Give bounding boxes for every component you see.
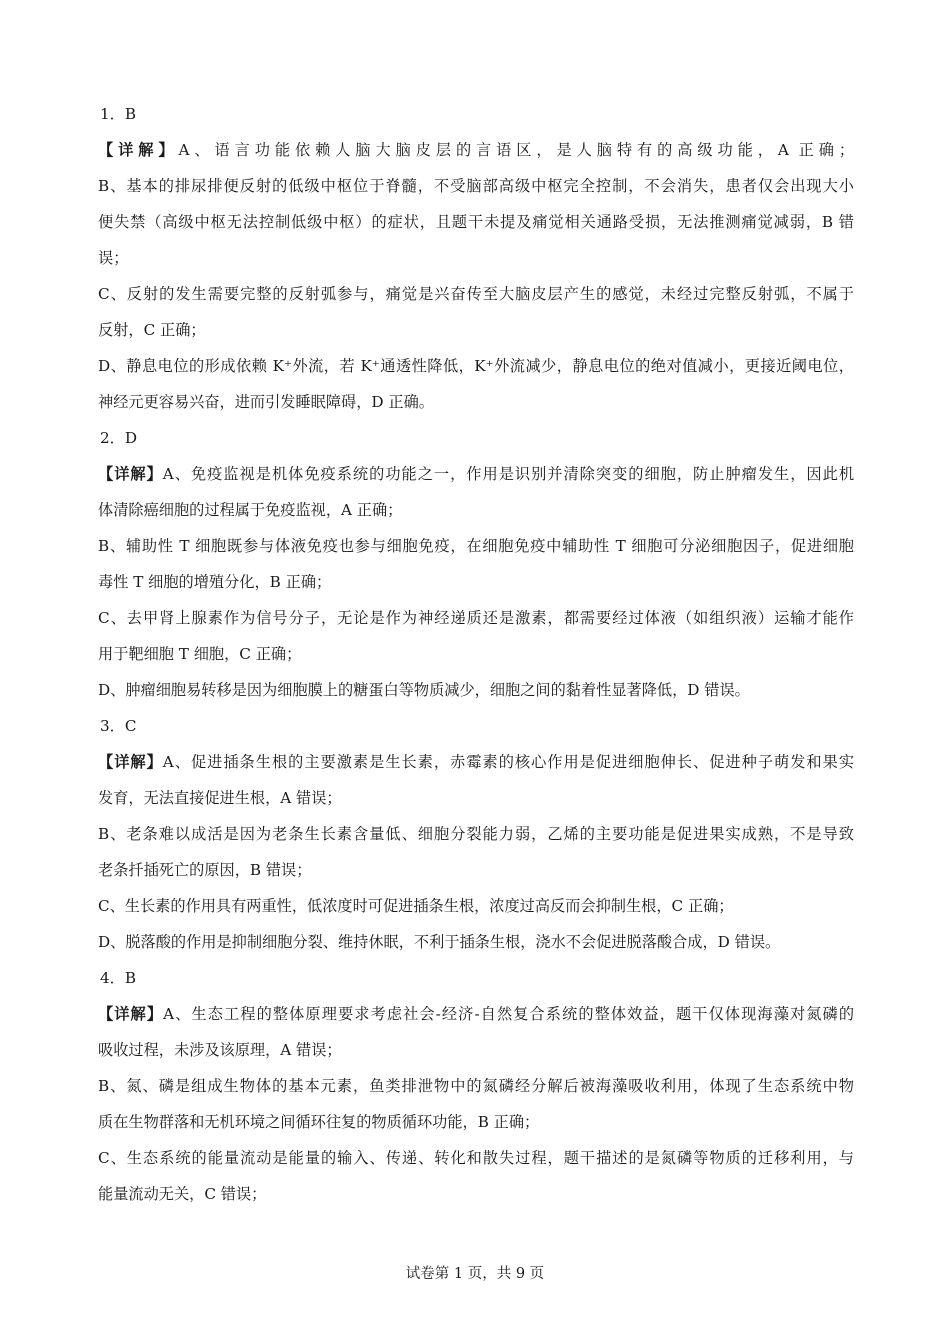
page-footer: 试卷第 1 页，共 9 页 [405,1266,545,1282]
question-3 [98,708,854,960]
explanation-line: 【详解】A、语言功能依赖人脑大脑皮层的言语区，是人脑特有的高级功能，A 正确； [98,141,854,159]
explanation-line: 体清除癌细胞的过程属于免疫监视，A 正确； [98,501,403,519]
detail-tag: 【详解】 [98,465,163,483]
explanation-line: 毒性 T 细胞的增殖分化，B 正确； [98,573,332,591]
explanation-line: 【详解】A、生态工程的整体原理要求考虑社会-经济-自然复合系统的整体效益，题干仅体现海藻对氮磷的 [98,1005,854,1023]
explanation-line: C、反射的发生需要完整的反射弧参与，痛觉是兴奋传至大脑皮层产生的感觉，未经过完整反射弧，不属于 [98,285,854,303]
explanation-line: 吸收过程，未涉及该原理，A 错误； [98,1041,342,1059]
explanation-line: D、肿瘤细胞易转移是因为细胞膜上的糖蛋白等物质减少，细胞之间的黏着性显著降低，D 错误。 [98,681,750,699]
explanation-line: C、生长素的作用具有两重性，低浓度时可促进插条生根，浓度过高反而会抑制生根，C 正确； [98,897,734,915]
explanation-line: 【详解】A、促进插条生根的主要激素是生长素，赤霉素的核心作用是促进细胞伸长、促进种子萌发和果实 [98,753,854,771]
explanation-line: C、去甲肾上腺素作为信号分子，无论是作为神经递质还是激素，都需要经过体液（如组织液）运输才能作 [98,609,854,627]
explanation-line: 发育，无法直接促进生根，A 错误； [98,789,342,807]
question-number: 4．B [100,969,137,987]
explanation-line: 便失禁（高级中枢无法控制低级中枢）的症状，且题干未提及痛觉相关通路受损，无法推测痛觉减弱，B 错 [98,213,854,231]
detail-tag: 【详解】 [98,1005,164,1023]
question-1 [98,96,854,420]
detail-tag: 【详解】 [98,141,179,159]
explanation-line: 用于靶细胞 T 细胞，C 正确； [98,645,302,663]
explanation-line: B、辅助性 T 细胞既参与体液免疫也参与细胞免疫，在细胞免疫中辅助性 T 细胞可分泌细胞因子，促进细胞 [98,537,854,555]
question-2 [98,420,854,708]
explanation-line: D、静息电位的形成依赖 K⁺外流，若 K⁺通透性降低，K⁺外流减少，静息电位的绝对值减小，更接近阈电位， [98,357,854,375]
explanation-line: 误； [98,249,129,267]
question-number: 2．D [100,429,138,447]
answer-document [98,96,854,1212]
explanation-line: 【详解】A、免疫监视是机体免疫系统的功能之一，作用是识别并清除突变的细胞，防止肿瘤发生，因此机 [98,465,854,483]
explanation-line: C、生态系统的能量流动是能量的输入、传递、转化和散失过程，题干描述的是氮磷等物质的迁移利用，与 [98,1149,854,1167]
explanation-line: B、基本的排尿排便反射的低级中枢位于脊髓，不受脑部高级中枢完全控制，不会消失，患者仅会出现大小 [98,177,854,195]
explanation-line: 质在生物群落和无机环境之间循环往复的物质循环功能，B 正确； [98,1113,540,1131]
question-number: 1．B [100,105,137,123]
detail-tag: 【详解】 [98,753,163,771]
explanation-line: 能量流动无关，C 错误； [98,1185,267,1203]
explanation-line: B、老条难以成活是因为老条生长素含量低、细胞分裂能力弱，乙烯的主要功能是促进果实成熟，不是导致 [98,825,854,843]
explanation-line: B、氮、磷是组成生物体的基本元素，鱼类排泄物中的氮磷经分解后被海藻吸收利用，体现了生态系统中物 [98,1077,854,1095]
question-4 [98,960,854,1212]
question-number: 3．C [100,717,137,735]
explanation-line: D、脱落酸的作用是抑制细胞分裂、维持休眠，不利于插条生根，浇水不会促进脱落酸合成，D 错误。 [98,933,781,951]
explanation-line: 老条扦插死亡的原因，B 错误； [98,861,312,879]
explanation-line: 神经元更容易兴奋，进而引发睡眠障碍，D 正确。 [98,393,434,411]
explanation-line: 反射，C 正确； [98,321,206,339]
